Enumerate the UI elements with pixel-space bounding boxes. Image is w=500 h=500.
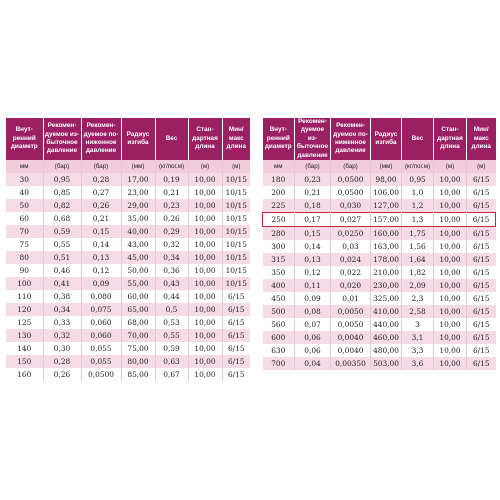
- cell-standard-length: 10,00: [188, 303, 222, 316]
- cell-overpressure: 0,82: [43, 199, 81, 212]
- cell-overpressure: 0,11: [295, 279, 331, 292]
- cell-min-max-length: 6/15: [467, 240, 496, 253]
- cell-weight: 0,43: [155, 277, 188, 290]
- cell-min-max-length: 10/15: [222, 186, 250, 199]
- cell-weight: 3: [402, 318, 434, 331]
- header-standard-length: Стан- дартная длина: [434, 118, 467, 160]
- cell-inner-diameter: 600: [263, 331, 295, 344]
- cell-standard-length: 10,00: [188, 238, 222, 251]
- unit-diameter: мм: [6, 160, 43, 173]
- cell-underpressure: 0,15: [81, 225, 121, 238]
- cell-min-max-length: 10/15: [222, 212, 250, 225]
- cell-underpressure: 0,027: [331, 213, 371, 227]
- cell-min-max-length: 6/15: [467, 344, 496, 357]
- cell-weight: 0,44: [155, 290, 188, 303]
- cell-bend-radius: 160,00: [371, 227, 402, 241]
- cell-weight: 2,3: [402, 292, 434, 305]
- cell-weight: 3,3: [402, 344, 434, 357]
- table-row: [6, 212, 250, 225]
- cell-min-max-length: 10/15: [222, 199, 250, 212]
- unit-underpressure: (бар): [331, 160, 371, 173]
- cell-underpressure: 0,055: [81, 342, 121, 355]
- table-row: [263, 173, 496, 186]
- cell-overpressure: 0,09: [295, 292, 331, 305]
- table-row: [6, 355, 250, 368]
- cell-standard-length: 10,00: [188, 316, 222, 329]
- cell-min-max-length: 6/15: [467, 331, 496, 344]
- cell-standard-length: 10,00: [188, 173, 222, 186]
- cell-standard-length: 10,00: [188, 368, 222, 381]
- cell-inner-diameter: 400: [263, 279, 295, 292]
- cell-bend-radius: 98,00: [371, 173, 402, 186]
- cell-overpressure: 0,08: [295, 305, 331, 318]
- cell-min-max-length: 10/15: [222, 277, 250, 290]
- table-row: [263, 227, 496, 241]
- cell-bend-radius: 65,00: [121, 303, 155, 316]
- cell-min-max-length: 6/15: [467, 213, 496, 227]
- cell-bend-radius: 230,00: [371, 279, 402, 292]
- cell-min-max-length: 6/15: [467, 173, 496, 186]
- cell-bend-radius: 157,00: [371, 213, 402, 227]
- cell-standard-length: 10,00: [434, 266, 467, 279]
- cell-weight: 0,53: [155, 316, 188, 329]
- cell-overpressure: 0,18: [295, 199, 331, 213]
- unit-weight: (кг/пог.м): [155, 160, 188, 173]
- cell-bend-radius: 45,00: [121, 251, 155, 264]
- cell-min-max-length: 6/15: [467, 357, 496, 370]
- cell-inner-diameter: 630: [263, 344, 295, 357]
- unit-min-max-length: (м): [222, 160, 250, 173]
- cell-standard-length: 10,00: [434, 292, 467, 305]
- cell-underpressure: 0,020: [331, 279, 371, 292]
- cell-underpressure: 0,0250: [331, 227, 371, 241]
- table-row-highlighted: [263, 213, 496, 227]
- table-row: [6, 199, 250, 212]
- table-row: [6, 316, 250, 329]
- cell-min-max-length: 6/15: [222, 342, 250, 355]
- cell-overpressure: 0,06: [295, 331, 331, 344]
- cell-standard-length: 10,00: [188, 251, 222, 264]
- unit-diameter: мм: [263, 160, 295, 173]
- cell-inner-diameter: 180: [263, 173, 295, 186]
- cell-overpressure: 0,14: [295, 240, 331, 253]
- cell-min-max-length: 6/15: [222, 290, 250, 303]
- cell-inner-diameter: 350: [263, 266, 295, 279]
- cell-standard-length: 10,00: [188, 290, 222, 303]
- header-recommended-overpressure: Рекомен- дуемое из- быточное давление: [295, 118, 331, 160]
- cell-weight: 3,6: [402, 357, 434, 370]
- cell-weight: 0,55: [155, 329, 188, 342]
- cell-overpressure: 0,26: [43, 368, 81, 381]
- cell-inner-diameter: 200: [263, 186, 295, 199]
- cell-underpressure: 0,21: [81, 212, 121, 225]
- cell-weight: 0,95: [402, 173, 434, 186]
- cell-overpressure: 0,13: [295, 253, 331, 266]
- cell-bend-radius: 23,00: [121, 186, 155, 199]
- cell-overpressure: 0,04: [295, 357, 331, 370]
- cell-weight: 0,19: [155, 173, 188, 186]
- cell-underpressure: 0,0040: [331, 344, 371, 357]
- table-row: [263, 305, 496, 318]
- table-row: [263, 344, 496, 357]
- header-inner-diameter: Внут- ренний диаметр: [6, 118, 43, 160]
- unit-bend-radius: (мм): [371, 160, 402, 173]
- cell-standard-length: 10,00: [188, 329, 222, 342]
- header-bend-radius: Радиус изгиба: [371, 118, 402, 160]
- cell-min-max-length: 10/15: [222, 251, 250, 264]
- cell-overpressure: 0,51: [43, 251, 81, 264]
- cell-min-max-length: 6/15: [222, 368, 250, 381]
- cell-underpressure: 0,0500: [81, 368, 121, 381]
- cell-min-max-length: 10/15: [222, 173, 250, 186]
- table-row: [263, 357, 496, 370]
- cell-underpressure: 0,024: [331, 253, 371, 266]
- table-row: [263, 240, 496, 253]
- cell-overpressure: 0,38: [43, 290, 81, 303]
- cell-bend-radius: 50,00: [121, 264, 155, 277]
- cell-bend-radius: 60,00: [121, 290, 155, 303]
- cell-inner-diameter: 450: [263, 292, 295, 305]
- cell-bend-radius: 325,00: [371, 292, 402, 305]
- cell-inner-diameter: 100: [6, 277, 43, 290]
- table-row: [6, 303, 250, 316]
- cell-weight: 0,26: [155, 212, 188, 225]
- cell-underpressure: 0,26: [81, 199, 121, 212]
- unit-overpressure: (бар): [295, 160, 331, 173]
- header-weight: Вес: [155, 118, 188, 160]
- table-row: [6, 225, 250, 238]
- cell-bend-radius: 127,00: [371, 199, 402, 213]
- cell-bend-radius: 460,00: [371, 331, 402, 344]
- cell-min-max-length: 6/15: [467, 318, 496, 331]
- cell-underpressure: 0,0050: [331, 305, 371, 318]
- cell-inner-diameter: 280: [263, 227, 295, 241]
- cell-overpressure: 0,95: [43, 173, 81, 186]
- cell-underpressure: 0,00350: [331, 357, 371, 370]
- cell-overpressure: 0,68: [43, 212, 81, 225]
- cell-standard-length: 10,00: [188, 355, 222, 368]
- cell-inner-diameter: 130: [6, 329, 43, 342]
- cell-overpressure: 0,41: [43, 277, 81, 290]
- cell-min-max-length: 6/15: [467, 199, 496, 213]
- cell-overpressure: 0,23: [295, 173, 331, 186]
- cell-underpressure: 0,03: [331, 240, 371, 253]
- cell-min-max-length: 6/15: [467, 279, 496, 292]
- cell-min-max-length: 6/15: [222, 329, 250, 342]
- table-row: [6, 329, 250, 342]
- cell-weight: 0,63: [155, 355, 188, 368]
- table-row: [263, 318, 496, 331]
- table-row: [6, 277, 250, 290]
- cell-weight: 0,23: [155, 199, 188, 212]
- cell-bend-radius: 106,00: [371, 186, 402, 199]
- cell-bend-radius: 55,00: [121, 277, 155, 290]
- cell-overpressure: 0,30: [43, 342, 81, 355]
- unit-overpressure: (бар): [43, 160, 81, 173]
- header-bend-radius: Радиус изгиба: [121, 118, 155, 160]
- header-min-max-length: Мин/ макс длина: [222, 118, 250, 160]
- unit-standard-length: (м): [434, 160, 467, 173]
- cell-bend-radius: 480,00: [371, 344, 402, 357]
- cell-underpressure: 0,0500: [331, 173, 371, 186]
- cell-standard-length: 10,00: [188, 264, 222, 277]
- cell-bend-radius: 178,00: [371, 253, 402, 266]
- cell-inner-diameter: 250: [263, 213, 295, 227]
- cell-bend-radius: 75,00: [121, 342, 155, 355]
- cell-overpressure: 0,21: [295, 186, 331, 199]
- cell-weight: 1,3: [402, 213, 434, 227]
- table-row: [6, 238, 250, 251]
- cell-bend-radius: 17,00: [121, 173, 155, 186]
- table-row: [6, 186, 250, 199]
- cell-bend-radius: 80,00: [121, 355, 155, 368]
- cell-min-max-length: 6/15: [222, 316, 250, 329]
- table-row: [6, 368, 250, 381]
- header-recommended-underpressure: Рекомен- дуемое по- ниженное давление: [81, 118, 121, 160]
- cell-bend-radius: 163,00: [371, 240, 402, 253]
- cell-standard-length: 10,00: [188, 342, 222, 355]
- cell-inner-diameter: 300: [263, 240, 295, 253]
- cell-min-max-length: 10/15: [222, 264, 250, 277]
- unit-underpressure: (бар): [81, 160, 121, 173]
- cell-bend-radius: 68,00: [121, 316, 155, 329]
- cell-min-max-length: 6/15: [467, 305, 496, 318]
- cell-bend-radius: 210,00: [371, 266, 402, 279]
- cell-inner-diameter: 70: [6, 225, 43, 238]
- hose-specs-table-right: [262, 118, 496, 370]
- cell-overpressure: 0,33: [43, 316, 81, 329]
- cell-min-max-length: 6/15: [467, 292, 496, 305]
- cell-inner-diameter: 50: [6, 199, 43, 212]
- cell-min-max-length: 10/15: [222, 238, 250, 251]
- cell-inner-diameter: 560: [263, 318, 295, 331]
- cell-weight: 0,34: [155, 251, 188, 264]
- cell-underpressure: 0,01: [331, 292, 371, 305]
- table-row: [6, 251, 250, 264]
- cell-standard-length: 10,00: [434, 173, 467, 186]
- cell-standard-length: 10,00: [434, 305, 467, 318]
- table-row: [263, 186, 496, 199]
- cell-underpressure: 0,030: [331, 199, 371, 213]
- cell-underpressure: 0,14: [81, 238, 121, 251]
- cell-underpressure: 0,0500: [331, 186, 371, 199]
- cell-underpressure: 0,080: [81, 290, 121, 303]
- cell-weight: 0,67: [155, 368, 188, 381]
- cell-min-max-length: 6/15: [467, 266, 496, 279]
- cell-overpressure: 0,07: [295, 318, 331, 331]
- cell-inner-diameter: 150: [6, 355, 43, 368]
- cell-standard-length: 10,00: [434, 227, 467, 241]
- cell-weight: 0,59: [155, 342, 188, 355]
- cell-weight: 1,56: [402, 240, 434, 253]
- cell-weight: 0,32: [155, 238, 188, 251]
- table-row: [6, 173, 250, 186]
- cell-underpressure: 0,13: [81, 251, 121, 264]
- cell-inner-diameter: 700: [263, 357, 295, 370]
- cell-standard-length: 10,00: [188, 186, 222, 199]
- cell-bend-radius: 40,00: [121, 225, 155, 238]
- header-inner-diameter: Внут- ренний диаметр: [263, 118, 295, 160]
- header-recommended-overpressure: Рекомен- дуемое из- быточное давление: [43, 118, 81, 160]
- cell-underpressure: 0,075: [81, 303, 121, 316]
- table-row: [263, 331, 496, 344]
- cell-weight: 2,58: [402, 305, 434, 318]
- cell-standard-length: 10,00: [188, 199, 222, 212]
- cell-inner-diameter: 40: [6, 186, 43, 199]
- cell-overpressure: 0,46: [43, 264, 81, 277]
- table-row: [263, 279, 496, 292]
- cell-overpressure: 0,59: [43, 225, 81, 238]
- cell-underpressure: 0,0050: [331, 318, 371, 331]
- cell-inner-diameter: 90: [6, 264, 43, 277]
- cell-standard-length: 10,00: [434, 318, 467, 331]
- table-row: [263, 266, 496, 279]
- cell-min-max-length: 6/15: [467, 186, 496, 199]
- cell-inner-diameter: 80: [6, 251, 43, 264]
- cell-overpressure: 0,15: [295, 227, 331, 241]
- cell-inner-diameter: 225: [263, 199, 295, 213]
- table-body-right: [263, 160, 496, 370]
- unit-standard-length: (м): [188, 160, 222, 173]
- header-standard-length: Стан- дартная длина: [188, 118, 222, 160]
- cell-standard-length: 10,00: [434, 344, 467, 357]
- cell-overpressure: 0,34: [43, 303, 81, 316]
- hose-specs-table-left: [6, 118, 250, 381]
- cell-inner-diameter: 120: [6, 303, 43, 316]
- cell-standard-length: 10,00: [434, 331, 467, 344]
- cell-bend-radius: 29,00: [121, 199, 155, 212]
- table-row: [6, 264, 250, 277]
- cell-underpressure: 0,060: [81, 329, 121, 342]
- table-row: [263, 292, 496, 305]
- header-min-max-length: Мин/ макс длина: [467, 118, 496, 160]
- cell-min-max-length: 6/15: [222, 303, 250, 316]
- cell-weight: 1,2: [402, 199, 434, 213]
- cell-underpressure: 0,28: [81, 173, 121, 186]
- cell-standard-length: 10,00: [434, 199, 467, 213]
- cell-min-max-length: 6/15: [222, 355, 250, 368]
- unit-weight: (кг/пог.м): [402, 160, 434, 173]
- cell-overpressure: 0,28: [43, 355, 81, 368]
- cell-underpressure: 0,09: [81, 277, 121, 290]
- cell-weight: 3,1: [402, 331, 434, 344]
- cell-underpressure: 0,0040: [331, 331, 371, 344]
- cell-inner-diameter: 500: [263, 305, 295, 318]
- cell-min-max-length: 6/15: [467, 227, 496, 241]
- cell-weight: 1,64: [402, 253, 434, 266]
- table-row: [6, 342, 250, 355]
- cell-inner-diameter: 110: [6, 290, 43, 303]
- cell-standard-length: 10,00: [188, 277, 222, 290]
- cell-inner-diameter: 60: [6, 212, 43, 225]
- cell-standard-length: 10,00: [434, 186, 467, 199]
- unit-bend-radius: (мм): [121, 160, 155, 173]
- cell-weight: 0,5: [155, 303, 188, 316]
- cell-weight: 1,82: [402, 266, 434, 279]
- cell-bend-radius: 410,00: [371, 305, 402, 318]
- cell-inner-diameter: 30: [6, 173, 43, 186]
- cell-min-max-length: 10/15: [222, 225, 250, 238]
- cell-bend-radius: 35,00: [121, 212, 155, 225]
- cell-overpressure: 0,55: [43, 238, 81, 251]
- cell-standard-length: 10,00: [434, 279, 467, 292]
- table-row: [263, 253, 496, 266]
- cell-underpressure: 0,27: [81, 186, 121, 199]
- cell-weight: 1,0: [402, 186, 434, 199]
- header-recommended-underpressure: Рекомен- дуемое по- ниженное давление: [331, 118, 371, 160]
- cell-underpressure: 0,055: [81, 355, 121, 368]
- cell-weight: 2,09: [402, 279, 434, 292]
- cell-inner-diameter: 315: [263, 253, 295, 266]
- cell-underpressure: 0,12: [81, 264, 121, 277]
- cell-standard-length: 10,00: [434, 357, 467, 370]
- cell-inner-diameter: 75: [6, 238, 43, 251]
- cell-inner-diameter: 125: [6, 316, 43, 329]
- header-weight: Вес: [402, 118, 434, 160]
- cell-bend-radius: 43,00: [121, 238, 155, 251]
- cell-inner-diameter: 140: [6, 342, 43, 355]
- cell-bend-radius: 70,00: [121, 329, 155, 342]
- unit-min-max-length: (м): [467, 160, 496, 173]
- cell-bend-radius: 85,00: [121, 368, 155, 381]
- cell-inner-diameter: 160: [6, 368, 43, 381]
- table-body-left: [6, 160, 250, 381]
- cell-standard-length: 10,00: [434, 253, 467, 266]
- cell-standard-length: 10,00: [188, 225, 222, 238]
- cell-bend-radius: 440,00: [371, 318, 402, 331]
- table-row: [263, 199, 496, 213]
- table-row: [6, 290, 250, 303]
- cell-weight: 1,75: [402, 227, 434, 241]
- cell-overpressure: 0,17: [295, 213, 331, 227]
- cell-overpressure: 0,32: [43, 329, 81, 342]
- cell-underpressure: 0,022: [331, 266, 371, 279]
- cell-bend-radius: 503,00: [371, 357, 402, 370]
- cell-overpressure: 0,06: [295, 344, 331, 357]
- cell-standard-length: 10,00: [188, 212, 222, 225]
- cell-overpressure: 0,12: [295, 266, 331, 279]
- cell-standard-length: 10,00: [434, 240, 467, 253]
- cell-weight: 0,29: [155, 225, 188, 238]
- cell-min-max-length: 6/15: [467, 253, 496, 266]
- cell-standard-length: 10,00: [434, 213, 467, 227]
- cell-weight: 0,36: [155, 264, 188, 277]
- cell-overpressure: 0,85: [43, 186, 81, 199]
- cell-weight: 0,21: [155, 186, 188, 199]
- cell-underpressure: 0,060: [81, 316, 121, 329]
